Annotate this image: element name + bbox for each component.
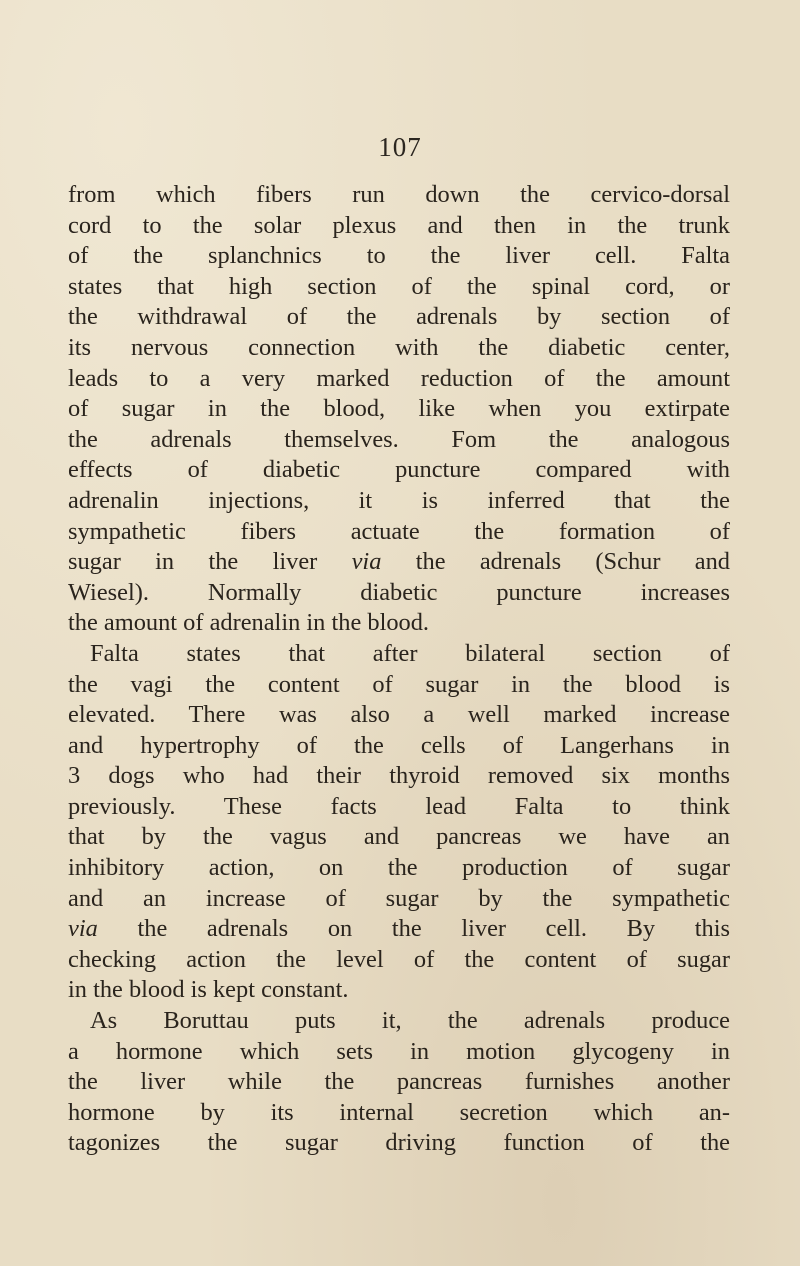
text-line: via the adrenals on the liver cell. By this [68, 915, 730, 943]
text-line: Falta states that after bilateral section of [90, 639, 730, 667]
text-line: and an increase of sugar by the sympathetic [68, 884, 730, 912]
body-text [68, 180, 730, 1159]
text-line: tagonizes the sugar driving function of the [68, 1129, 730, 1157]
text-line: of the splanchnics to the liver cell. Falta [68, 242, 730, 270]
text-line: adrenalin injections, it is inferred that the [68, 486, 730, 514]
text-line: the withdrawal of the adrenals by section of [68, 303, 730, 331]
text-line: As Boruttau puts it, the adrenals produce [90, 1007, 730, 1035]
text-line: checking action the level of the content of sugar [68, 945, 730, 973]
text-line: states that high section of the spinal cord, or [68, 272, 730, 300]
text-line: elevated. There was also a well marked increase [68, 701, 730, 729]
text-line: leads to a very marked reduction of the amount [68, 364, 730, 392]
text-line: its nervous connection with the diabetic center, [68, 333, 730, 361]
text-line: in the blood is kept constant. [68, 976, 349, 1004]
text-line: sympathetic fibers actuate the formation of [68, 517, 730, 545]
text-line: sugar in the liver via the adrenals (Schur and [68, 548, 730, 576]
page-number: 107 [378, 132, 422, 162]
text-line: effects of diabetic puncture compared with [68, 456, 730, 484]
text-line: that by the vagus and pancreas we have an [68, 823, 730, 851]
text-line: from which fibers run down the cervico-dorsal [68, 181, 730, 208]
text-line: the vagi the content of sugar in the blood is [68, 670, 730, 698]
text-line: previously. These facts lead Falta to think [68, 792, 730, 820]
text-line: of sugar in the blood, like when you extirpate [68, 395, 730, 423]
text-line: 3 dogs who had their thyroid removed six months [68, 762, 730, 790]
text-line: hormone by its internal secretion which an- [68, 1098, 730, 1126]
text-line: inhibitory action, on the production of sugar [68, 854, 730, 882]
text-line: Wiesel). Normally diabetic puncture increases [68, 578, 730, 606]
text-line: cord to the solar plexus and then in the trunk [68, 211, 730, 239]
text-line: a hormone which sets in motion glycogeny in [68, 1037, 730, 1065]
text-line: the adrenals themselves. Fom the analogous [68, 425, 730, 453]
text-line: the liver while the pancreas furnishes another [68, 1068, 730, 1096]
text-line: the amount of adrenalin in the blood. [68, 609, 430, 637]
text-line: and hypertrophy of the cells of Langerhans in [68, 731, 730, 759]
